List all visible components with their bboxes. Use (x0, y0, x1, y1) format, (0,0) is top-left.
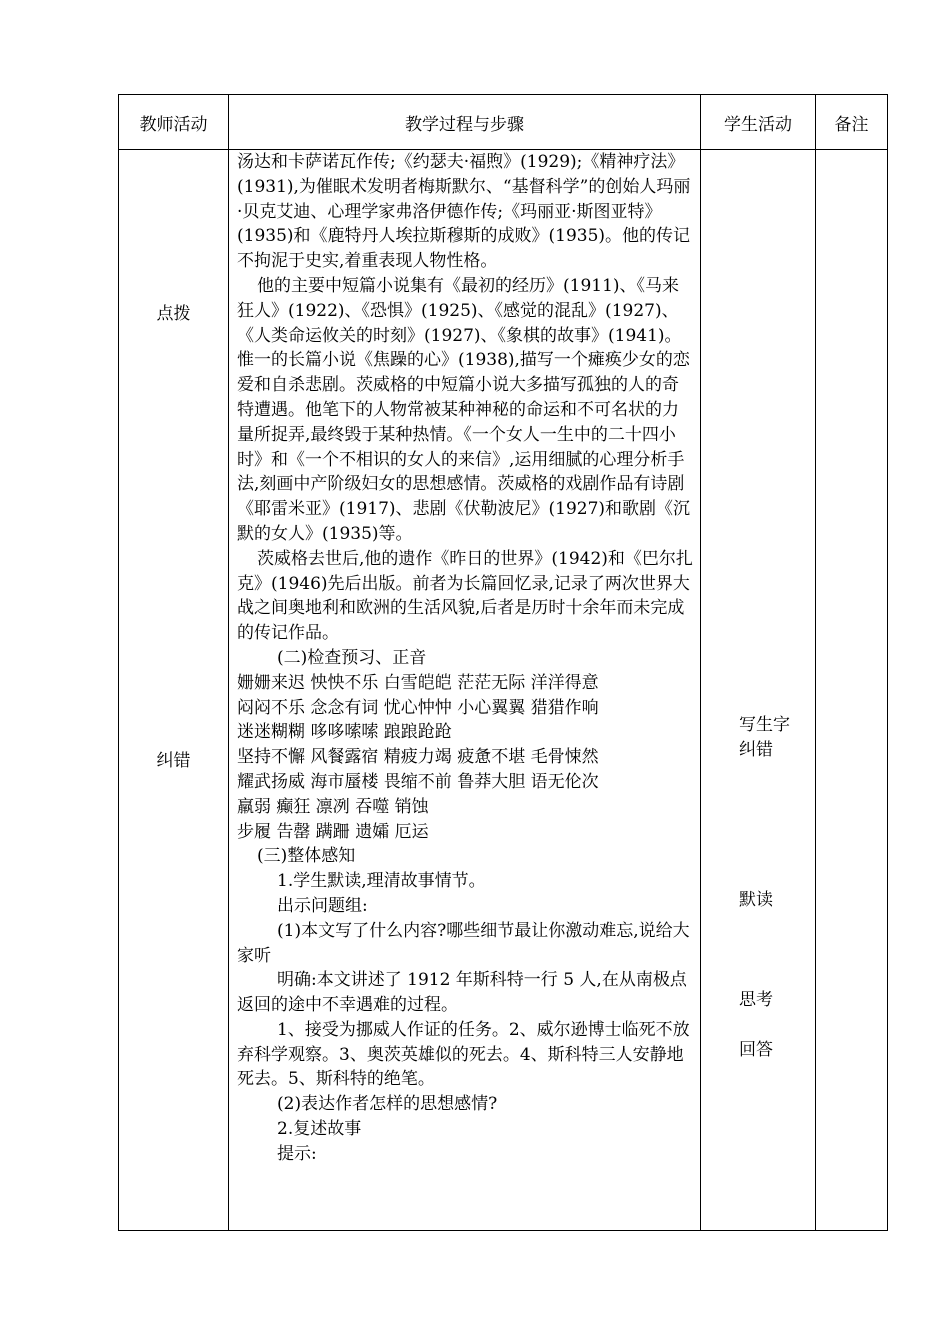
student-think: 思考 (739, 990, 773, 1010)
teaching-process-column (229, 150, 700, 1230)
vocab-line: 坚持不懈 风餐露宿 精疲力竭 疲惫不堪 毛骨悚然 (237, 747, 599, 768)
teacher-label-correct: 纠错 (156, 751, 191, 771)
posthumous-paragraph: 茨威格去世后,他的遗作《昨日的世界》(1942)和《巴尔扎克》(1946)先后出版。前者为长篇回忆录,记录了两次世界大战之间奥地利和欧洲的生活风貌,后者是历时十余年而未完成的传记作品。 (237, 548, 693, 644)
vocab-line: 姗姗来迟 怏怏不乐 白雪皑皑 茫茫无际 洋洋得意 (237, 672, 599, 693)
question-1: (1)本文写了什么内容?哪些细节最让你激动难忘,说给大家听 (237, 920, 690, 966)
student-correct: 纠错 (739, 740, 773, 760)
student-write-words: 写生字 (739, 715, 790, 735)
lesson-table (118, 94, 888, 1231)
question-2: (2)表达作者怎样的思想感情? (277, 1094, 498, 1115)
section-3-title: (三)整体感知 (257, 846, 356, 867)
student-silent-read: 默读 (739, 890, 773, 910)
vocab-line: 闷闷不乐 念念有词 忧心忡忡 小心翼翼 猎猎作响 (237, 697, 599, 718)
vocab-line: 羸弱 癫狂 凛冽 吞噬 销蚀 (237, 796, 429, 817)
task-retell: 2.复述故事 (277, 1119, 362, 1140)
hint-label: 提示: (277, 1143, 317, 1164)
section-2-title: (二)检查预习、正音 (277, 647, 427, 668)
column-divider (815, 95, 816, 1230)
header-student-activity: 学生活动 (701, 95, 815, 150)
vocab-line: 耀武扬威 海市蜃楼 畏缩不前 鲁莽大胆 语无伦次 (237, 771, 599, 792)
header-teaching-process: 教学过程与步骤 (229, 95, 700, 150)
vocab-line: 步履 告罄 蹒跚 遗孀 厄运 (237, 821, 429, 842)
header-teacher-activity: 教师活动 (119, 95, 228, 150)
answer-clarification: 明确:本文讲述了 1912 年斯科特一行 5 人,在从南极点返回的途中不幸遇难的过程。 (237, 970, 687, 1016)
vocab-line: 迷迷糊糊 哆哆嗦嗦 踉踉跄跄 (237, 722, 452, 743)
teaching-process-content (237, 150, 694, 1167)
student-activity-column (701, 150, 815, 1230)
biography-paragraph: 汤达和卡萨诺瓦作传;《约瑟夫·福煦》(1929);《精神疗法》(1931),为催眠术发明者梅斯默尔、“基督科学”的创始人玛丽·贝克艾迪、心理学家弗洛伊德作传;《玛丽亚·斯图亚特》(1935)和《鹿特丹人埃拉斯穆斯的成败》(1935)。他的传记不拘泥于史实,着重表现人物性格。 (237, 152, 691, 272)
student-answer: 回答 (739, 1040, 773, 1060)
works-paragraph: 他的主要中短篇小说集有《最初的经历》(1911)、《马来狂人》(1922)、《恐惧》(1925)、《感觉的混乱》(1927)、《人类命运攸关的时刻》(1927)、《象棋的故事》(1941)。惟一的长篇小说《焦躁的心》(1938),描写一个瘫痪少女的恋爱和自杀悲剧。茨威格的中短篇小说大多描写孤独的人的奇特遭遇。他笔下的人物常被某种神秘的命运和不可名状的力量所捉弄,最终毁于某种热情。《一个女人一生中的二十四小时》和《一个不相识的女人的来信》,运用细腻的心理分析手法,刻画中产阶级妇女的思想感情。茨威格的戏剧作品有诗剧《耶雷米亚》(1917)、悲剧《伏勒波尼》(1927)和歌剧《沉默的女人》(1935)等。 (237, 275, 691, 544)
answer-details: 1、接受为挪威人作证的任务。2、威尔逊博士临死不放弃科学观察。3、奥茨英雄似的死去。4、斯科特三人安静地死去。5、斯科特的绝笔。 (237, 1019, 690, 1090)
task-silent-reading: 1.学生默读,理清故事情节。 (277, 871, 486, 892)
question-group-intro: 出示问题组: (277, 895, 368, 916)
header-notes: 备注 (816, 95, 887, 150)
teacher-activity-column (119, 150, 228, 1230)
teacher-label-guide: 点拨 (156, 304, 191, 324)
